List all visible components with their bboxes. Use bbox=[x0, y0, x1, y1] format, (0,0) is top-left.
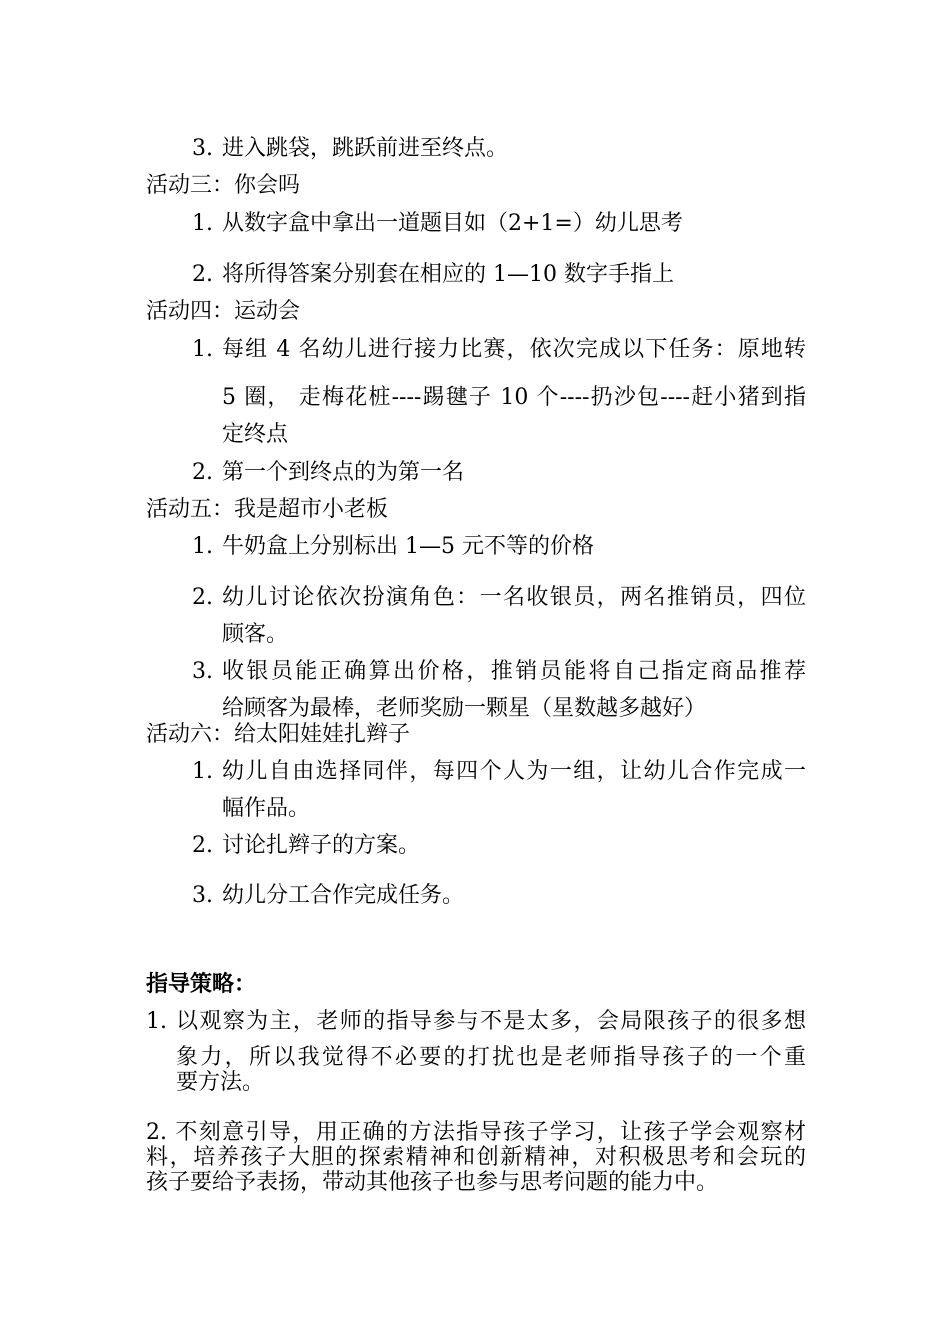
list-item-text: 每组 4 名幼儿进行接力比赛，依次完成以下任务：原地转 bbox=[222, 337, 806, 362]
section-heading: 指导策略： bbox=[146, 971, 257, 997]
list-item-text: 顾客。 bbox=[222, 622, 289, 647]
list-item-text: 幼儿讨论依次扮演角色：一名收银员，两名推销员，四位 bbox=[222, 585, 806, 610]
list-number: 2. bbox=[192, 585, 213, 610]
list-item-text: 将所得答案分别套在相应的 1—10 数字手指上 bbox=[222, 262, 674, 287]
list-number: 1. bbox=[192, 211, 213, 236]
list-item-text: 给顾客为最棒，老师奖励一颗星（星数越多越好） bbox=[222, 696, 707, 721]
list-item-text: 幼儿自由选择同伴，每四个人为一组，让幼儿合作完成一 bbox=[222, 759, 806, 784]
list-item-text: 5 圈， 走梅花桩----踢毽子 10 个----扔沙包----赶小猪到指 bbox=[222, 385, 806, 410]
activity-heading: 活动四：运动会 bbox=[146, 299, 301, 324]
list-item-text: 进入跳袋，跳跃前进至终点。 bbox=[222, 136, 509, 161]
activity-heading: 活动六：给太阳娃娃扎辫子 bbox=[146, 722, 411, 747]
list-number: 1. bbox=[192, 534, 213, 559]
paragraph-line: 2. 不刻意引导，用正确的方法指导孩子学习，让孩子学会观察材 bbox=[146, 1120, 806, 1145]
list-number: 1. bbox=[146, 1009, 167, 1034]
list-number: 2. bbox=[192, 460, 213, 485]
activity-heading: 活动三：你会吗 bbox=[146, 173, 301, 198]
list-item-text: 以观察为主，老师的指导参与不是太多，会局限孩子的很多想 bbox=[176, 1009, 806, 1034]
list-item-text: 从数字盒中拿出一道题目如（2+1=）幼儿思考 bbox=[222, 211, 683, 236]
list-number: 1. bbox=[192, 337, 213, 362]
list-item-text: 讨论扎辫子的方案。 bbox=[222, 833, 421, 858]
list-number: 1. bbox=[192, 759, 213, 784]
list-item-text: 幅作品。 bbox=[222, 796, 311, 821]
list-item-text: 幼儿分工合作完成任务。 bbox=[222, 883, 465, 908]
list-item-text: 象力，所以我觉得不必要的打扰也是老师指导孩子的一个重 bbox=[176, 1045, 806, 1070]
list-item-text: 牛奶盒上分别标出 1—5 元不等的价格 bbox=[222, 534, 594, 559]
list-item-text: 要方法。 bbox=[176, 1070, 265, 1095]
list-item-text: 第一个到终点的为第一名 bbox=[222, 460, 465, 485]
list-number: 3. bbox=[192, 659, 213, 684]
paragraph-line: 孩子要给予表扬，带动其他孩子也参与思考问题的能力中。 bbox=[146, 1170, 719, 1195]
list-number: 2. bbox=[192, 833, 213, 858]
activity-heading: 活动五：我是超市小老板 bbox=[146, 497, 389, 522]
list-number: 3. bbox=[192, 136, 213, 161]
list-item-text: 收银员能正确算出价格，推销员能将自己指定商品推荐 bbox=[222, 659, 806, 684]
list-item-text: 定终点 bbox=[222, 422, 289, 447]
list-number: 2. bbox=[192, 262, 213, 287]
paragraph-line: 料，培养孩子大胆的探索精神和创新精神，对积极思考和会玩的 bbox=[146, 1145, 806, 1170]
list-number: 3. bbox=[192, 883, 213, 908]
